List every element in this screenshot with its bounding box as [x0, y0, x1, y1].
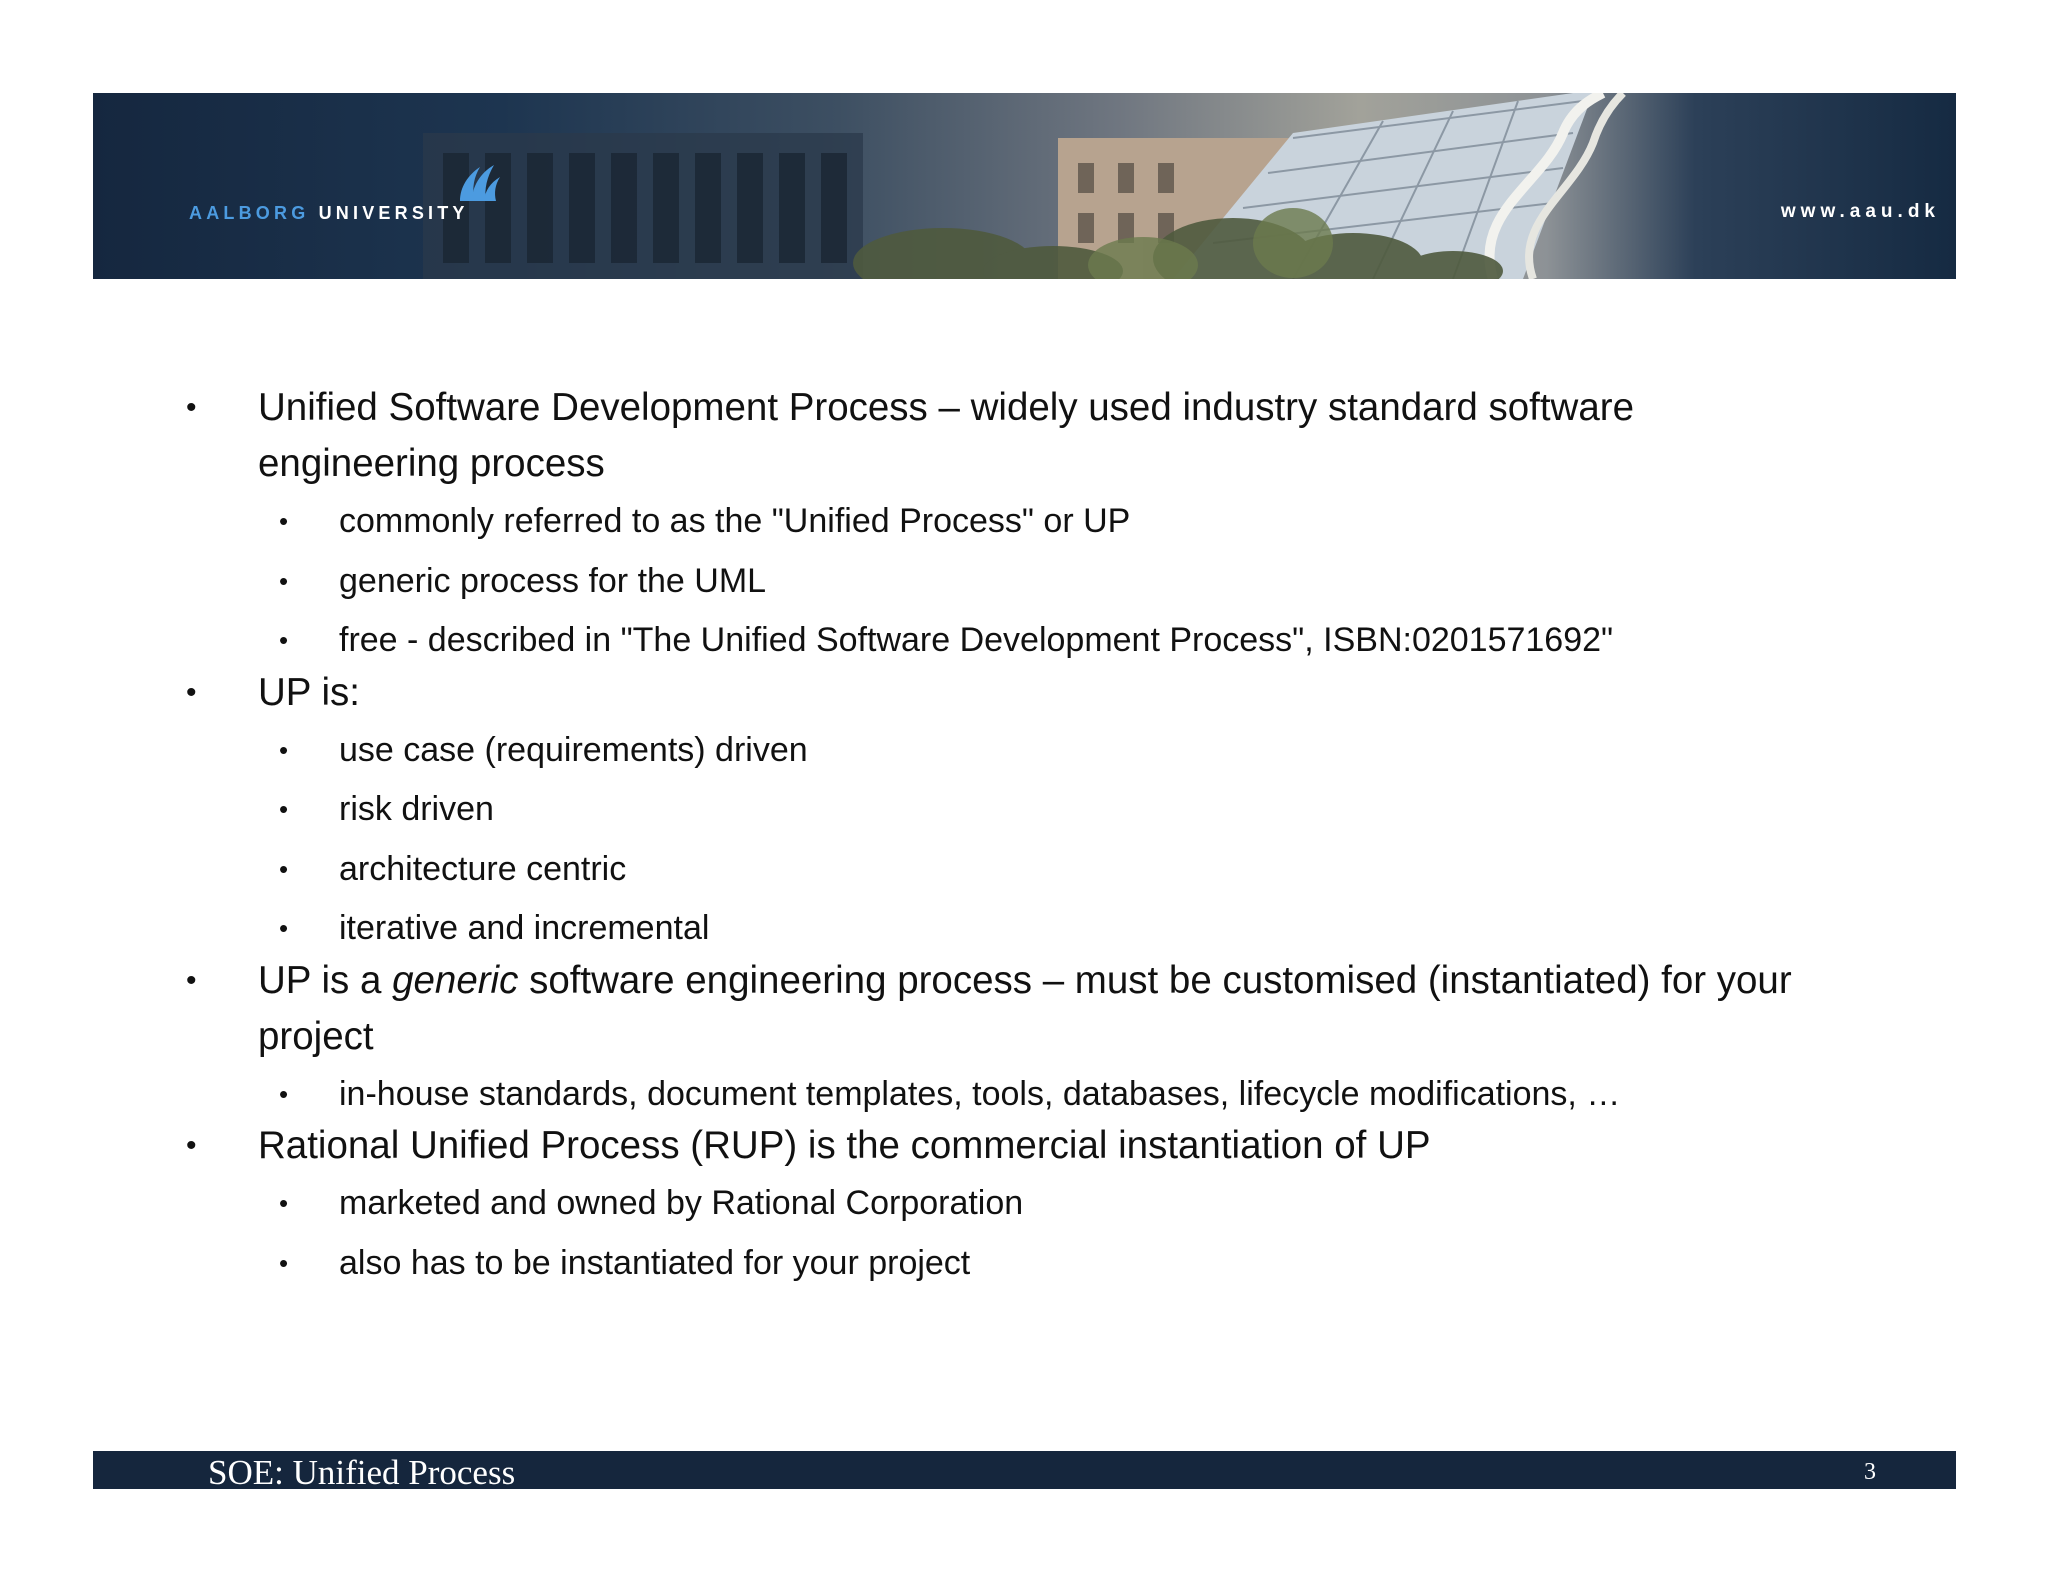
- sub-bullet-text: commonly referred to as the "Unified Process" or UP: [339, 502, 1131, 540]
- bullet-item: [186, 665, 1818, 721]
- bullet-icon: •: [186, 675, 197, 709]
- sub-bullet-item: [279, 721, 1839, 781]
- bullet-text: UP is a: [258, 958, 393, 1002]
- sub-bullet-item: [279, 552, 1839, 612]
- sub-bullet-item: [279, 611, 1839, 671]
- sub-bullet-icon: •: [279, 794, 289, 824]
- bullet-item: [186, 380, 1818, 492]
- logo-aalborg-text: AALBORG: [189, 203, 310, 223]
- page-number: 3: [1864, 1459, 1876, 1485]
- sub-bullet-text: iterative and incremental: [339, 909, 710, 947]
- sub-bullet-text: in-house standards, document templates, tools, databases, lifecycle modifications, …: [339, 1074, 1621, 1113]
- slide-content: [0, 380, 2048, 1293]
- bullet-text-rest: software engineering process – must be customised (instantiated) for your project: [258, 958, 1792, 1058]
- sub-bullet-item: [279, 492, 1839, 552]
- sub-bullet-item: [279, 1234, 1839, 1294]
- university-wordmark: [189, 203, 469, 224]
- university-url: www.aau.dk: [1780, 201, 1940, 222]
- sub-bullet-text: risk driven: [339, 790, 494, 828]
- bullet-item: [186, 1118, 1818, 1174]
- university-logo-icon: [454, 161, 502, 205]
- sub-bullet-icon: •: [279, 734, 289, 765]
- sub-bullet-icon: •: [279, 1247, 289, 1278]
- bullet-text: UP is:: [258, 670, 360, 714]
- sub-bullet-item: [279, 899, 1839, 959]
- sub-bullet-text: generic process for the UML: [339, 561, 767, 600]
- sub-bullet-text: also has to be instantiated for your project: [339, 1243, 971, 1282]
- bullet-item: [186, 953, 1818, 1065]
- footer-bar: [93, 1451, 1956, 1492]
- sub-bullet-text: free - described in "The Unified Software Development Process", ISBN:0201571692": [339, 621, 1614, 659]
- sub-bullet-item: [279, 840, 1839, 900]
- sub-bullet-item: [279, 1065, 1839, 1125]
- sub-bullet-icon: •: [279, 913, 289, 943]
- logo-university-text: UNIVERSITY: [318, 203, 469, 223]
- bullet-text: Rational Unified Process (RUP) is the commercial instantiation of UP: [258, 1124, 1431, 1167]
- footer-title: SOE: Unified Process: [208, 1453, 516, 1492]
- sub-bullet-text: architecture centric: [339, 849, 627, 888]
- campus-photo: [93, 93, 1956, 279]
- sub-bullet-icon: •: [279, 625, 289, 655]
- header-banner: [93, 93, 1956, 279]
- sub-bullet-icon: •: [279, 853, 289, 884]
- sub-bullet-text: use case (requirements) driven: [339, 730, 808, 769]
- sub-bullet-item: [279, 1174, 1839, 1234]
- sub-bullet-icon: •: [279, 506, 289, 536]
- sub-bullet-icon: •: [279, 565, 289, 596]
- sub-bullet-text: marketed and owned by Rational Corporation: [339, 1184, 1024, 1222]
- bullet-text-emphasis: generic: [392, 958, 519, 1002]
- bullet-icon: •: [186, 391, 197, 424]
- sub-bullet-icon: •: [279, 1078, 289, 1109]
- bullet-icon: •: [186, 963, 197, 997]
- sub-bullet-item: [279, 780, 1839, 840]
- bullet-icon: •: [186, 1129, 197, 1162]
- sub-bullet-icon: •: [279, 1188, 289, 1218]
- bullet-text: Unified Software Development Process – widely used industry standard software engineering process: [258, 386, 1634, 485]
